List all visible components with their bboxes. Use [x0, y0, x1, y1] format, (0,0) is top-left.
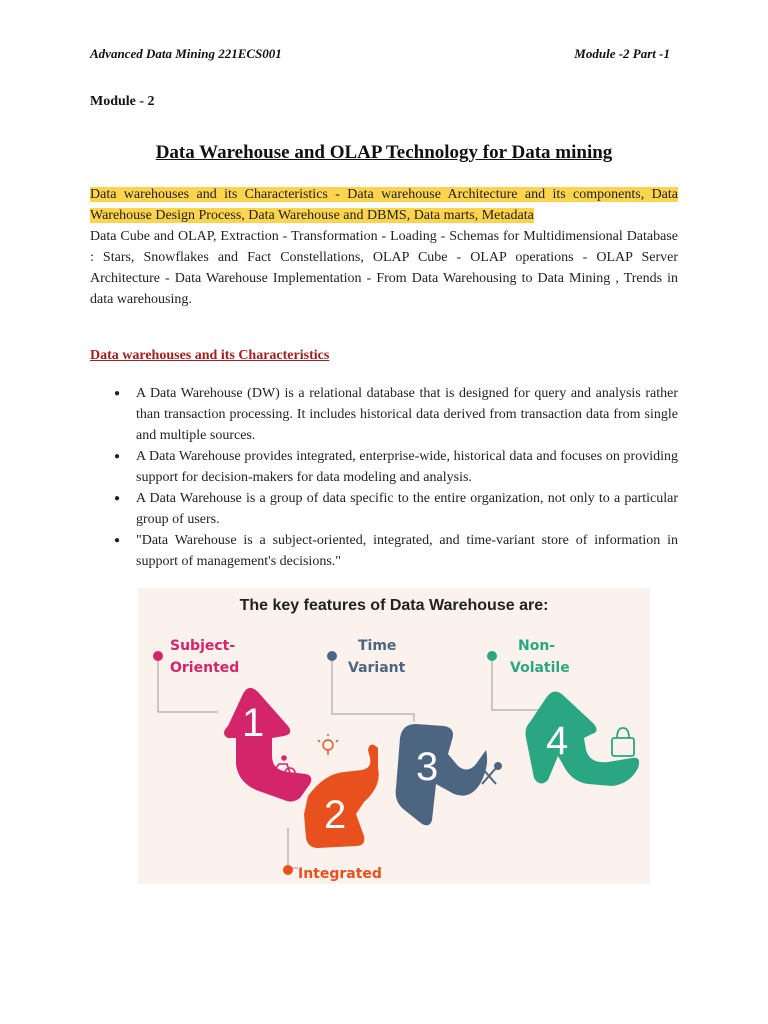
page-title: Data Warehouse and OLAP Technology for Data mining: [155, 142, 613, 163]
bullet-list: [112, 383, 678, 572]
feature-4-label-line1: Non-: [518, 638, 556, 654]
dot-2: [283, 865, 293, 875]
feature-2-group: [283, 734, 382, 882]
feature-4-group: [487, 638, 639, 786]
feature-3-label-line2: Variant: [348, 660, 406, 676]
feature-3-label-line1: Time: [358, 638, 397, 654]
intro-paragraph: [90, 184, 678, 310]
feature-2-number: 2: [324, 793, 347, 837]
dot-1: [153, 651, 163, 661]
list-item: ● A Data Warehouse is a group of data specific to the entire organization, not only to a particular group of users.: [112, 488, 678, 530]
highlighted-topics: Data warehouses and its Characteristics - Data warehouse Architecture and its components, Data Warehouse Design Process, Data Warehouse and DBMS, Data marts, Metadata: [90, 187, 678, 223]
feature-3-arrow: [396, 724, 488, 825]
lightbulb-icon: [318, 734, 338, 755]
header-course: Advanced Data Mining 221ECS001: [90, 46, 282, 61]
list-item: ● A Data Warehouse provides integrated, enterprise-wide, historical data and focuses on providing support for decision-makers for data modeling and analysis.: [112, 446, 678, 488]
key-features-diagram: [138, 588, 650, 884]
topics-text: Data Cube and OLAP, Extraction - Transformation - Loading - Schemas for Multidimensional Database : Stars, Snowflakes and Fact Constellations, OLAP Cube - OLAP operations - OLAP Server Architecture - Data Warehouse Implementation - From Data Warehousing to Data Mining , Trends in data warehousing.: [90, 229, 678, 307]
feature-1-arrow: [224, 688, 311, 802]
figure-title: The key features of Data Warehouse are:: [239, 597, 549, 614]
section-heading: Data warehouses and its Characteristics: [90, 348, 330, 363]
header-module: Module -2 Part -1: [574, 46, 670, 61]
feature-1-number: 1: [242, 701, 265, 745]
shopping-bag-icon: [612, 728, 634, 756]
list-item: ● A Data Warehouse (DW) is a relational database that is designed for query and analysis rather than transaction processing. It includes historical data derived from transaction data from single and multiple sources.: [112, 383, 678, 446]
key-features-figure: [138, 588, 650, 884]
feature-2-label: Integrated: [298, 866, 382, 882]
feature-1-label-line2: Oriented: [170, 660, 240, 676]
feature-3-number: 3: [416, 745, 439, 789]
dot-4: [487, 651, 497, 661]
feature-1-group: [153, 638, 311, 802]
dot-3: [327, 651, 337, 661]
list-item: ● "Data Warehouse is a subject-oriented, integrated, and time-variant store of information in support of management's decisions.": [112, 530, 678, 572]
feature-1-label-line1: Subject-: [170, 638, 236, 654]
module-label: Module - 2: [90, 94, 155, 109]
feature-4-number: 4: [546, 719, 569, 763]
connector-2: [288, 828, 298, 868]
feature-4-label-line2: Volatile: [510, 660, 570, 676]
